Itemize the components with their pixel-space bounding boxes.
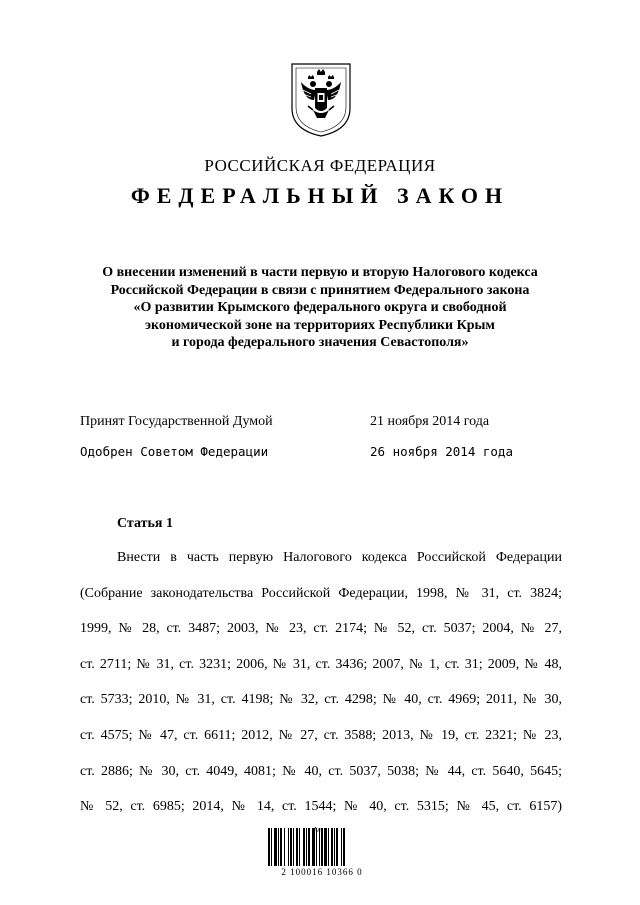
country-name: РОССИЙСКАЯ ФЕДЕРАЦИЯ	[204, 156, 436, 175]
body-line: 1999, № 28, ст. 3487; 2003, № 23, ст. 2174; № 52, ст. 5037; 2004, № 27,	[80, 621, 562, 637]
adoption-council-row	[80, 444, 560, 459]
body-line: (Собрание законодательства Российской Федерации, 1998, № 31, ст. 3824;	[80, 585, 562, 601]
body-line: № 52, ст. 6985; 2014, № 14, ст. 1544; № 40, ст. 5315; № 45, ст. 6157)	[80, 799, 562, 815]
council-label: Одобрен Советом Федерации	[80, 444, 269, 459]
body-line: ст. 4575; № 47, ст. 6611; 2012, № 27, ст. 3588; 2013, № 19, ст. 2321; № 23,	[80, 727, 562, 743]
adoption-duma-row	[80, 414, 560, 430]
body-line: ст. 2711; № 31, ст. 3231; 2006, № 31, ст. 3436; 2007, № 1, ст. 31; 2009, № 48,	[80, 656, 562, 672]
duma-label: Принят Государственной Думой	[80, 414, 273, 429]
law-title	[0, 264, 640, 352]
body-line: ст. 2886; № 30, ст. 4049, 4081; № 40, ст. 5037, 5038; № 44, ст. 5640, 5645;	[80, 763, 562, 779]
title-line: Российской Федерации в связи с принятием Федерального закона	[110, 282, 530, 298]
body-line: ст. 5733; 2010, № 31, ст. 4198; № 32, ст. 4298; № 40, ст. 4969; 2011, № 30,	[80, 692, 562, 708]
barcode-number: 2 100016 10366 0	[281, 867, 363, 877]
title-line: экономической зоне на территориях Республики Крым	[145, 317, 495, 333]
article-heading: Статья 1	[117, 516, 173, 531]
duma-date: 21 ноября 2014 года	[370, 414, 490, 429]
title-line: О внесении изменений в части первую и вторую Налогового кодекса	[102, 265, 538, 280]
state-emblem-icon	[288, 60, 354, 138]
article-body	[80, 548, 562, 833]
title-line: «О развитии Крымского федерального округа и свободной	[133, 300, 507, 315]
title-line: и города федерального значения Севастополя»	[171, 335, 469, 350]
document-type: ФЕДЕРАЛЬНЫЙ ЗАКОН	[130, 183, 510, 208]
body-line: Внести в часть первую Налогового кодекса Российской Федерации	[117, 550, 562, 565]
council-date: 26 ноября 2014 года	[370, 444, 513, 459]
